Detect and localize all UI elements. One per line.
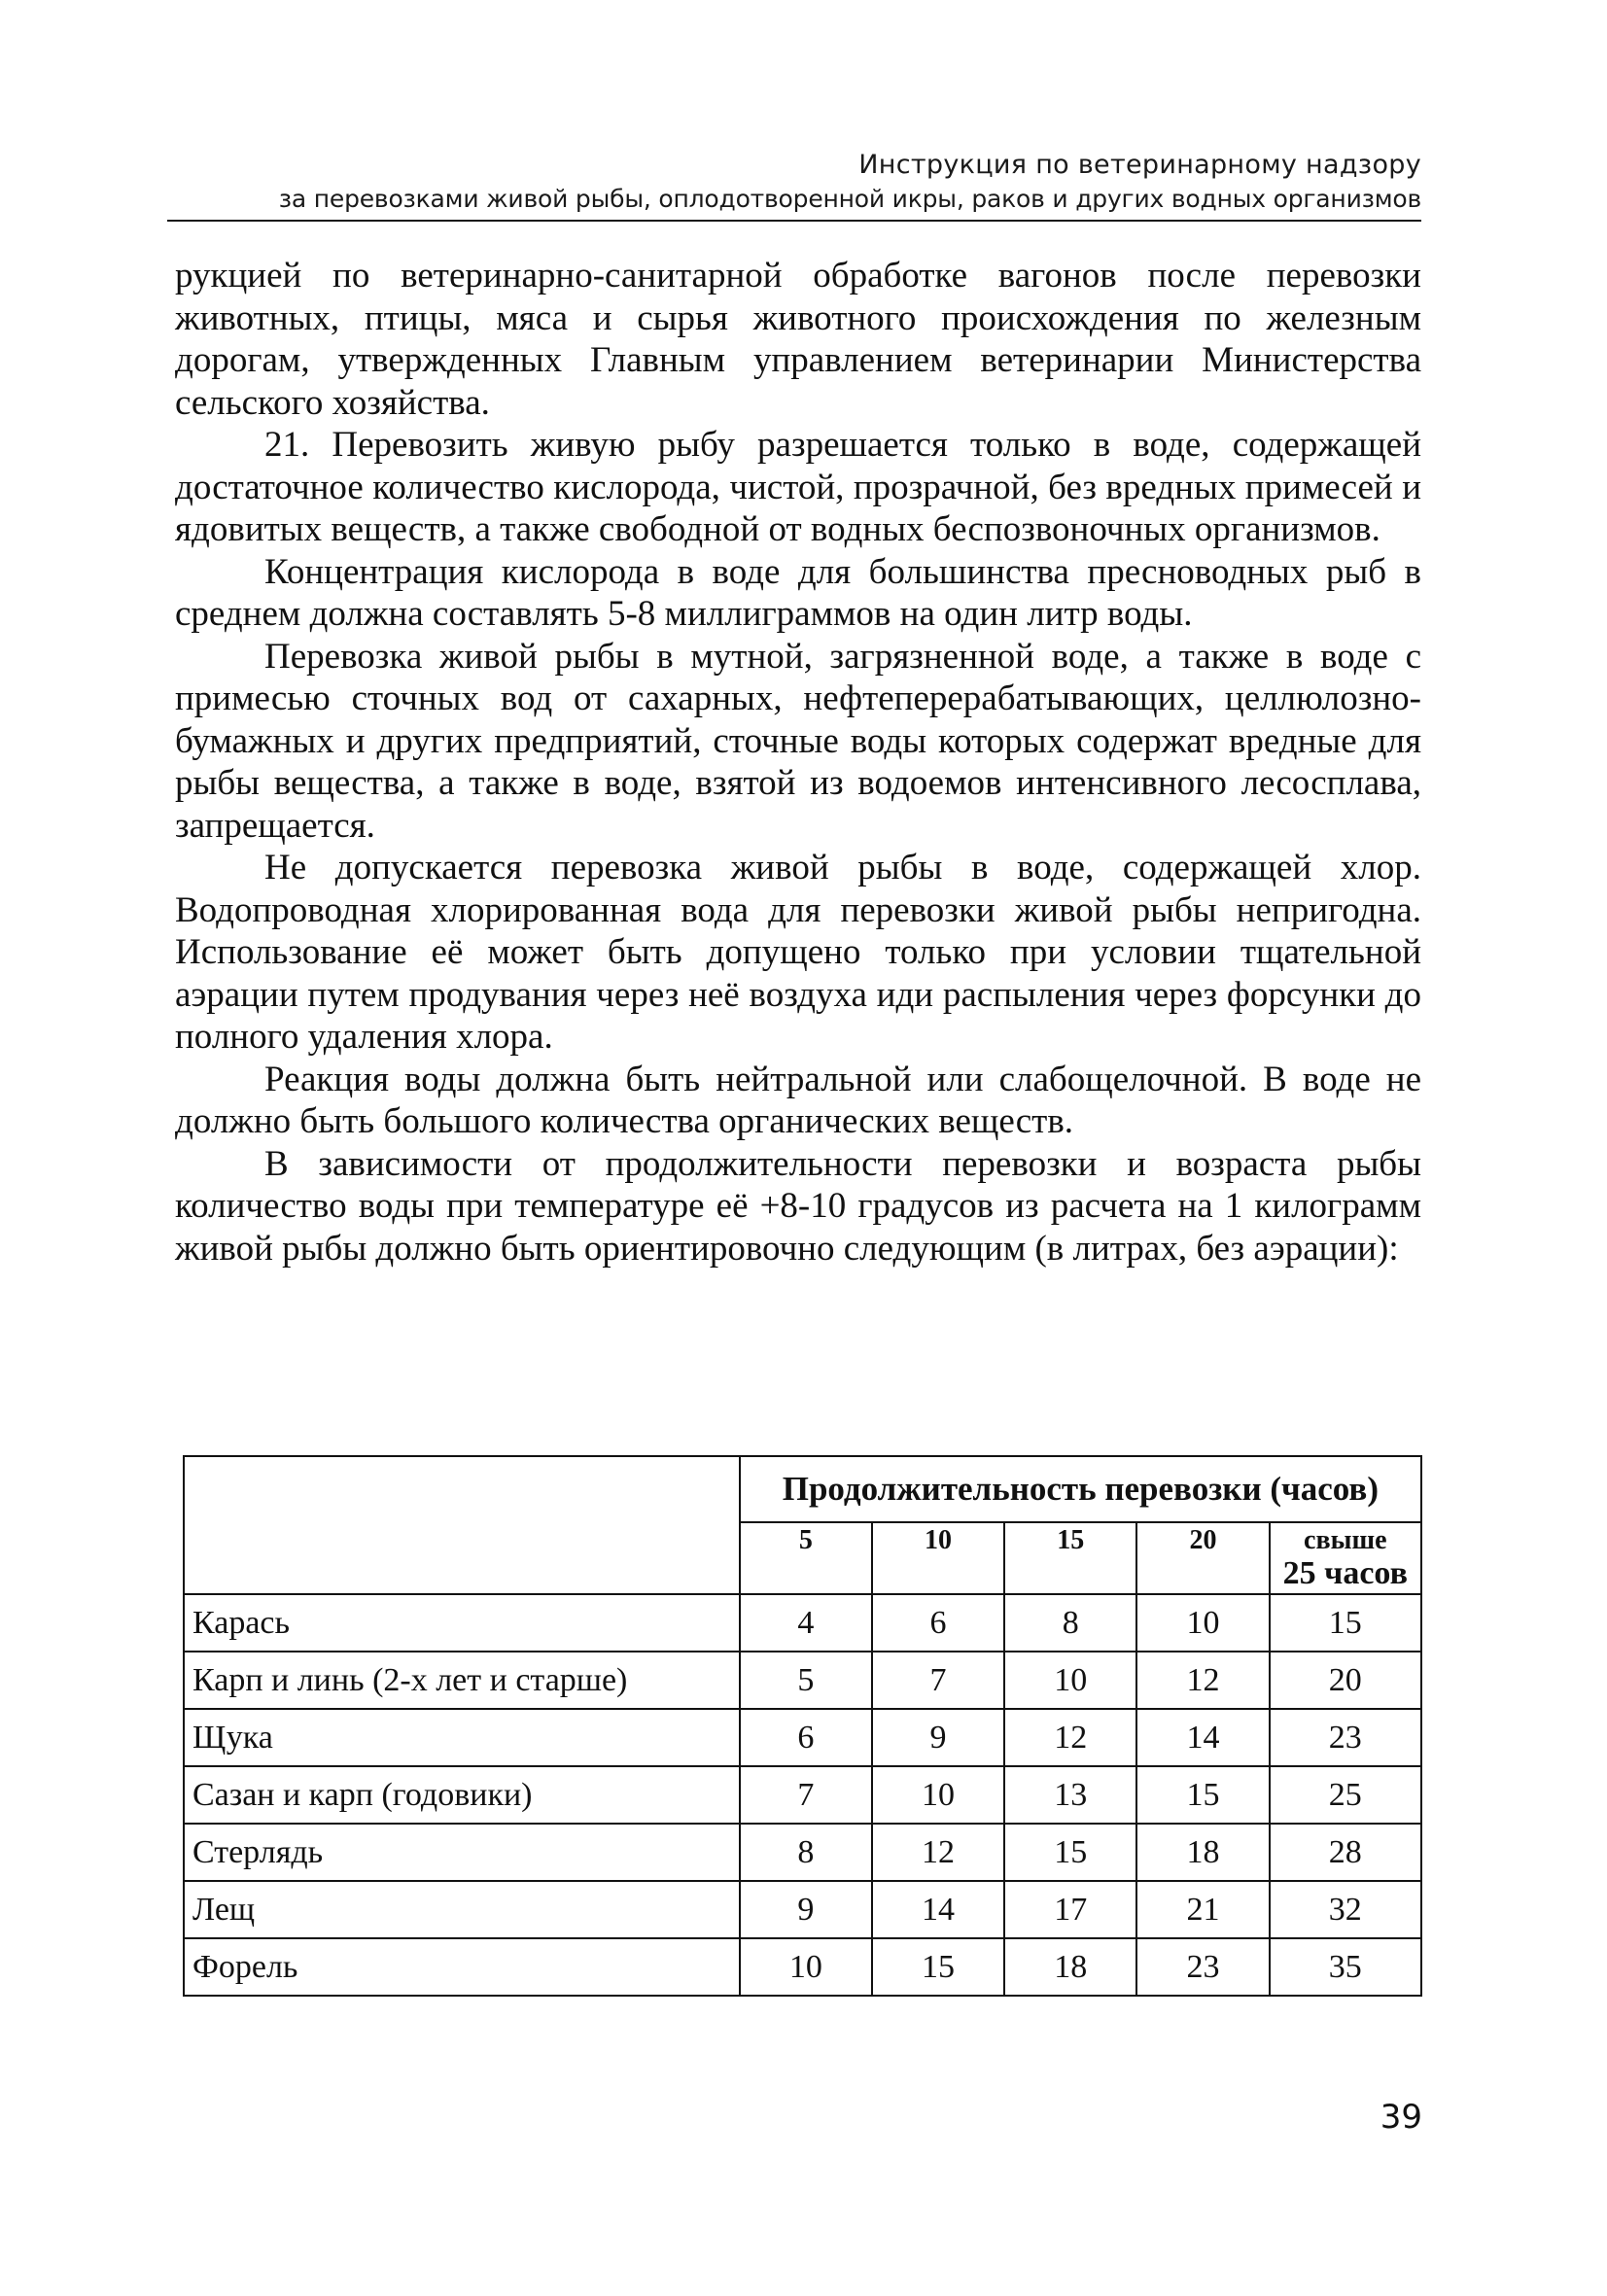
column-header-over-25 [1270, 1522, 1421, 1594]
water-liters-cell: 17 [1004, 1881, 1136, 1938]
fish-name-cell: Карась [184, 1594, 740, 1652]
water-liters-cell: 13 [1004, 1766, 1136, 1824]
running-header [167, 148, 1421, 222]
table-row [184, 1881, 1421, 1938]
paragraph-oxygen: Концентрация кислорода в воде для большинства пресноводных рыб в среднем должна составлять 5-8 миллиграммов на один литр воды. [175, 551, 1421, 634]
table-corner-cell [184, 1456, 740, 1594]
column-header-value: 10 [925, 1525, 953, 1555]
table-row [184, 1766, 1421, 1824]
water-liters-cell: 10 [872, 1766, 1004, 1824]
water-liters-cell: 12 [1004, 1709, 1136, 1766]
table-row [184, 1652, 1421, 1709]
water-liters-cell: 15 [1004, 1824, 1136, 1881]
water-liters-cell: 28 [1270, 1824, 1421, 1881]
column-header-value: 15 [1057, 1525, 1085, 1555]
water-liters-cell: 9 [872, 1709, 1004, 1766]
fish-name-cell: Карп и линь (2-х лет и старше) [184, 1652, 740, 1709]
paragraph-reaction: Реакция воды должна быть нейтральной или слабощелочной. В воде не должно быть большого количества органических веществ. [175, 1059, 1421, 1141]
water-liters-cell: 15 [1136, 1766, 1269, 1824]
water-liters-cell: 7 [740, 1766, 872, 1824]
column-header-value: 5 [798, 1525, 813, 1555]
water-liters-cell: 6 [872, 1594, 1004, 1652]
paragraph-water-quantity: В зависимости от продолжительности перевозки и возраста рыбы количество воды при температуре её +8-10 градусов из расчета на 1 килограмм живой рыбы должно быть ориентировочно следующим (в литрах, без аэрации): [175, 1143, 1421, 1269]
water-liters-cell: 8 [740, 1824, 872, 1881]
water-liters-cell: 10 [740, 1938, 872, 1996]
body-text [175, 255, 1421, 1270]
water-liters-cell: 10 [1136, 1594, 1269, 1652]
water-liters-cell: 12 [1136, 1652, 1269, 1709]
fish-name-cell: Стерлядь [184, 1824, 740, 1881]
water-liters-cell: 5 [740, 1652, 872, 1709]
water-liters-cell: 12 [872, 1824, 1004, 1881]
water-liters-cell: 10 [1004, 1652, 1136, 1709]
water-liters-cell: 35 [1270, 1938, 1421, 1996]
column-header-sub: 25 часов [1282, 1555, 1408, 1591]
water-liters-cell: 32 [1270, 1881, 1421, 1938]
table-row [184, 1709, 1421, 1766]
table-row [184, 1824, 1421, 1881]
water-liters-cell: 15 [872, 1938, 1004, 1996]
column-header [1136, 1522, 1269, 1594]
paragraph-polluted-water: Перевозка живой рыбы в мутной, загрязненной воде, а также в воде с примесью сточных вод от сахарных, нефтеперерабатывающих, целлюлозно-бумажных и других предприятий, сточные воды которых содержат вредные для рыбы вещества, а также в воде, взятой из водоемов интенсивного лесосплава, запрещается. [175, 636, 1421, 846]
water-liters-cell: 25 [1270, 1766, 1421, 1824]
header-line-1: Инструкция по ветеринарному надзору [858, 150, 1421, 180]
table-row [184, 1938, 1421, 1996]
water-liters-cell: 4 [740, 1594, 872, 1652]
column-header [872, 1522, 1004, 1594]
paragraph-chlorine: Не допускается перевозка живой рыбы в воде, содержащей хлор. Водопроводная хлорированная вода для перевозки живой рыбы непригодна. Использование её может быть допущено только при условии тщательной аэрации путем продувания через неё воздуха иди распыления через форсунки до полного удаления хлора. [175, 848, 1421, 1057]
column-header [740, 1522, 872, 1594]
duration-group-header: Продолжительность перевозки (часов) [740, 1456, 1421, 1522]
water-liters-cell: 7 [872, 1652, 1004, 1709]
water-liters-cell: 15 [1270, 1594, 1421, 1652]
page-number: 39 [1380, 2098, 1422, 2137]
water-liters-cell: 14 [1136, 1709, 1269, 1766]
water-liters-cell: 18 [1004, 1938, 1136, 1996]
water-quantity-table [183, 1455, 1422, 1997]
fish-name-cell: Форель [184, 1938, 740, 1996]
table-header-row [184, 1456, 1421, 1522]
water-liters-cell: 14 [872, 1881, 1004, 1938]
water-liters-cell: 6 [740, 1709, 872, 1766]
paragraph-continued: рукцией по ветеринарно-санитарной обработке вагонов после перевозки животных, птицы, мяса и сырья животного происхождения по железным дорогам, утвержденных Главным управлением ветеринарии Министерства сельского хозяйства. [175, 256, 1421, 423]
column-header-value: 20 [1189, 1525, 1217, 1555]
table-row [184, 1594, 1421, 1652]
paragraph-item-21: 21. Перевозить живую рыбу разрешается только в воде, содержащей достаточное количество кислорода, чистой, прозрачной, без вредных примесей и ядовитых веществ, а также свободной от водных беспозвоночных организмов. [175, 425, 1421, 549]
header-line-2: за перевозками живой рыбы, оплодотворенной икры, раков и других водных организмов [278, 185, 1421, 213]
fish-name-cell: Лещ [184, 1881, 740, 1938]
fish-name-cell: Щука [184, 1709, 740, 1766]
column-header [1004, 1522, 1136, 1594]
water-liters-cell: 21 [1136, 1881, 1269, 1938]
water-liters-cell: 9 [740, 1881, 872, 1938]
water-liters-cell: 23 [1270, 1709, 1421, 1766]
fish-name-cell: Сазан и карп (годовики) [184, 1766, 740, 1824]
water-liters-cell: 23 [1136, 1938, 1269, 1996]
water-liters-cell: 8 [1004, 1594, 1136, 1652]
column-header-value: свыше [1304, 1525, 1387, 1555]
water-liters-cell: 20 [1270, 1652, 1421, 1709]
water-liters-cell: 18 [1136, 1824, 1269, 1881]
